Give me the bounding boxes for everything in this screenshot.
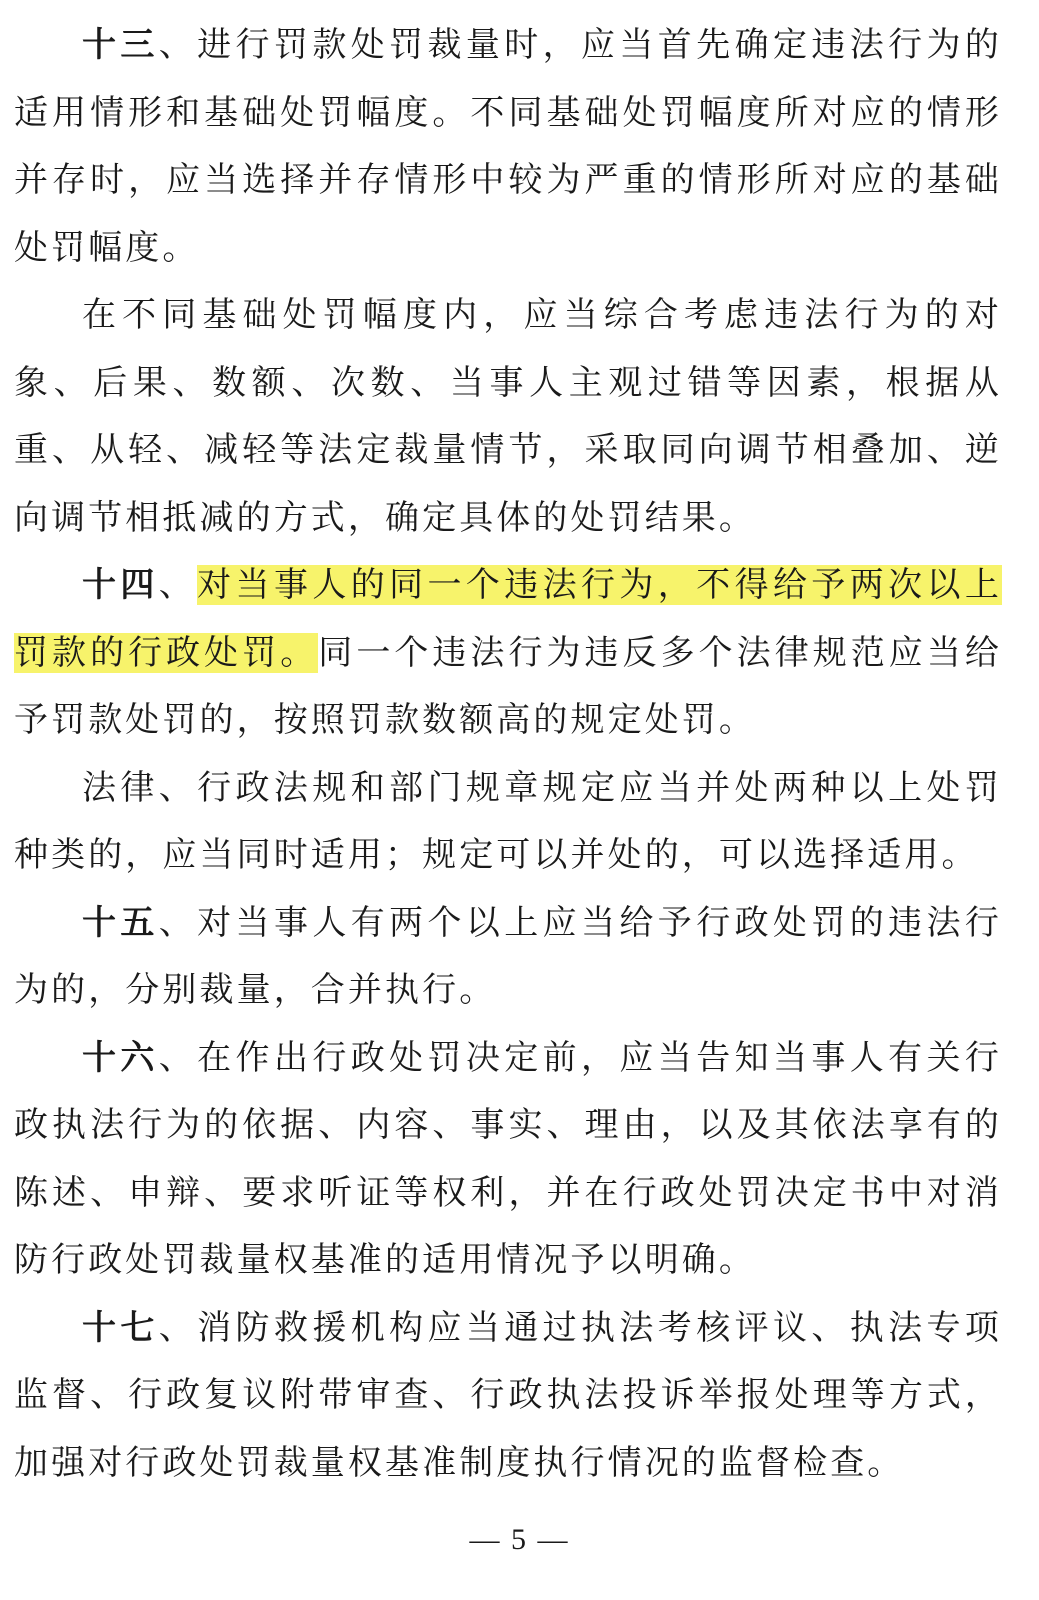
article-15-paragraph bbox=[14, 890, 1002, 1025]
article-number: 十四 bbox=[82, 565, 159, 605]
page-number: — 5 — bbox=[469, 1523, 570, 1556]
article-separator: 、 bbox=[158, 1037, 198, 1078]
article-number: 十六 bbox=[82, 1037, 159, 1078]
paragraph-text: 同一个违法行为违反多个法律规范应当给予罚款处罚的，按照罚款数额高的规定处罚。 bbox=[14, 632, 1002, 740]
paragraph-text: 消防救援机构应当通过执法考核评议、执法专项监督、行政复议附带审查、行政执法投诉举报处理等方式，加强对行政处罚裁量权基准制度执行情况的监督检查。 bbox=[14, 1307, 1002, 1483]
article-17-paragraph bbox=[14, 1295, 1002, 1498]
paragraph-text: 对当事人有两个以上应当给予行政处罚的违法行为的，分别裁量，合并执行。 bbox=[14, 902, 1002, 1010]
article-13-paragraph bbox=[14, 12, 1002, 282]
highlighted-text: 对当事人的同一个违法行为，不得给予两次以上罚款的行政处罚。 bbox=[14, 565, 1002, 673]
article-14-sub-paragraph bbox=[14, 755, 1002, 890]
article-separator: 、 bbox=[158, 565, 198, 605]
paragraph-text: 在不同基础处罚幅度内，应当综合考虑违法行为的对象、后果、数额、次数、当事人主观过错等因素，根据从重、从轻、减轻等法定裁量情节，采取同向调节相叠加、逆向调节相抵减的方式，确定具体的处罚结果。 bbox=[14, 295, 1002, 538]
document-body bbox=[14, 12, 1002, 1497]
paragraph-text: 进行罚款处罚裁量时，应当首先确定违法行为的适用情形和基础处罚幅度。不同基础处罚幅度所对应的情形并存时，应当选择并存情形中较为严重的情形所对应的基础处罚幅度。 bbox=[14, 25, 1002, 268]
article-number: 十三 bbox=[82, 25, 159, 65]
article-number: 十七 bbox=[82, 1307, 159, 1348]
article-separator: 、 bbox=[158, 902, 198, 943]
article-14-paragraph bbox=[14, 552, 1002, 755]
article-separator: 、 bbox=[158, 25, 198, 65]
article-number: 十五 bbox=[82, 902, 159, 943]
article-separator: 、 bbox=[158, 1307, 198, 1348]
paragraph-text: 法律、行政法规和部门规章规定应当并处两种以上处罚种类的，应当同时适用；规定可以并处的，可以选择适用。 bbox=[14, 767, 1002, 875]
paragraph-text: 在作出行政处罚决定前，应当告知当事人有关行政执法行为的依据、内容、事实、理由，以及其依法享有的陈述、申辩、要求听证等权利，并在行政处罚决定书中对消防行政处罚裁量权基准的适用情况予以明确。 bbox=[14, 1037, 1002, 1280]
article-13-sub-paragraph bbox=[14, 282, 1002, 552]
article-16-paragraph bbox=[14, 1025, 1002, 1295]
